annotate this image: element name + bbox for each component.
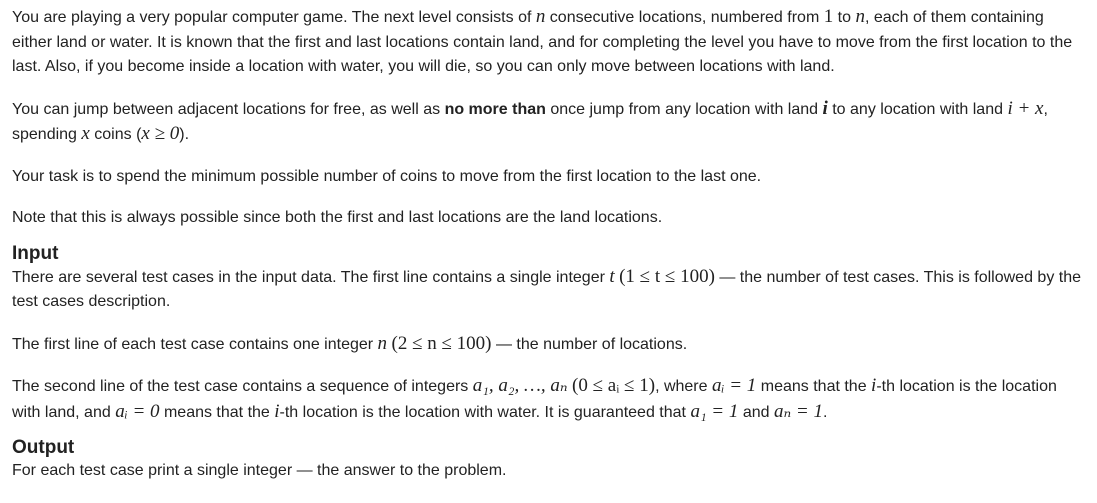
math-t-range: (1 ≤ t ≤ 100) xyxy=(619,265,715,287)
statement-paragraph-3: Your task is to spend the minimum possible number of coins to move from the first location to the last one. xyxy=(12,167,762,185)
math-n-range: (2 ≤ n ≤ 100) xyxy=(391,332,492,354)
input-paragraph-1: There are several test cases in the input data. The first line contains a single integer t (1 ≤ t ≤ 100) — the number of test cases. This is followed by the test cases description. xyxy=(12,265,1082,310)
math-a-range: (0 ≤ aᵢ ≤ 1) xyxy=(572,375,656,396)
output-heading: Output xyxy=(12,437,75,458)
input-paragraph-3: The second line of the test case contains a sequence of integers a₁, a₂, …, aₙ (0 ≤ aᵢ ≤ 1), where aᵢ = 1 means that the i-th location is the location with land, and aᵢ = 0 means that the i-th location is the location with water. It is guaranteed that a₁ = 1 and aₙ = 1. xyxy=(12,375,1057,422)
math-i: i xyxy=(274,400,280,422)
math-x: x xyxy=(81,123,90,144)
output-paragraph-1: For each test case print a single integer — the answer to the problem. xyxy=(12,462,507,479)
math-n: n xyxy=(855,6,865,27)
input-paragraph-2: The first line of each test case contains one integer n (2 ≤ n ≤ 100) — the number of locations. xyxy=(12,332,688,354)
math-i: i xyxy=(871,375,877,396)
math-an-eq-1: aₙ = 1 xyxy=(773,400,823,422)
math-t: t xyxy=(609,265,615,287)
math-1: 1 xyxy=(823,6,834,27)
math-i-plus-x: i + x xyxy=(1007,97,1044,119)
math-n: n xyxy=(535,6,546,27)
math-ai-eq-0: aᵢ = 0 xyxy=(115,400,160,422)
math-sequence: a₁, a₂, …, aₙ xyxy=(472,375,568,396)
math-ai-eq-1: aᵢ = 1 xyxy=(711,375,757,396)
math-x-ge-0: x ≥ 0 xyxy=(141,123,180,144)
bold-text: no more than xyxy=(444,100,546,118)
statement-paragraph-1: You are playing a very popular computer game. The next level consists of n consecutive locations, numbered from 1 to n, each of them containing either land or water. It is known that the first and last locations contain land, and for completing the level you have to move from the first location to the last. Also, if you become inside a location with water, you will die, so you can only move between locations with land. xyxy=(12,6,1073,75)
statement-paragraph-4: Note that this is always possible since both the first and last locations are the land locations. xyxy=(12,209,663,226)
statement-paragraph-2: You can jump between adjacent locations for free, as well as no more than once jump from any location with land i to any location with land i + x, spending x coins (x ≥ 0). xyxy=(12,97,1048,144)
math-n: n xyxy=(377,332,388,354)
math-a1-eq-1: a₁ = 1 xyxy=(690,400,739,422)
input-heading: Input xyxy=(12,242,59,264)
math-i: i xyxy=(822,97,828,119)
